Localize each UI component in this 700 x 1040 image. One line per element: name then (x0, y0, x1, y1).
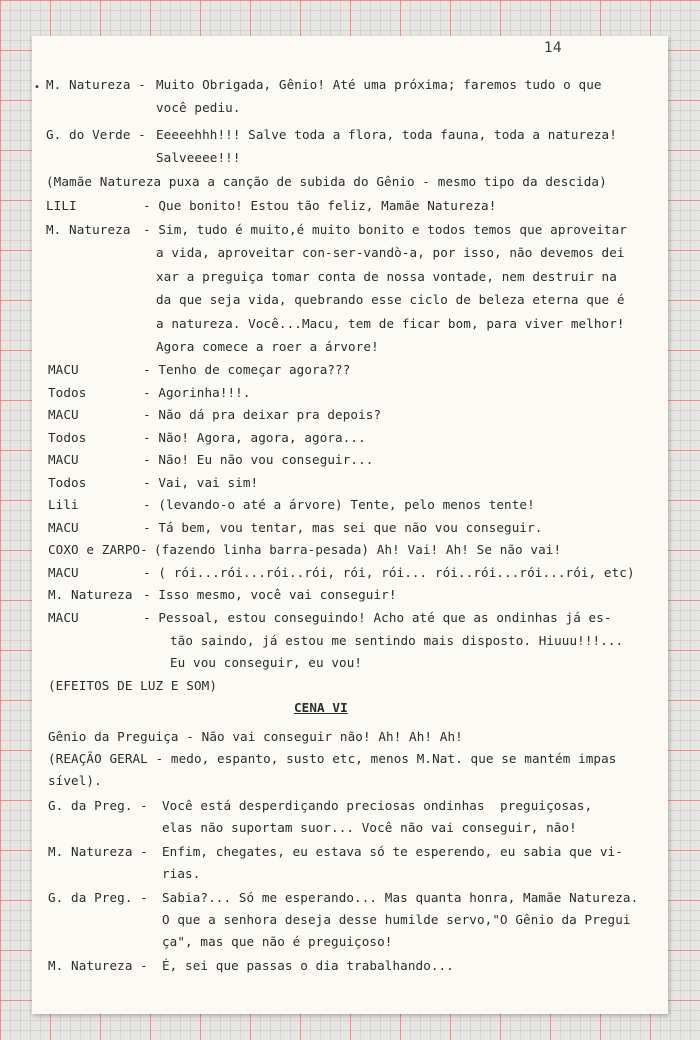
dialogue-line: - Isso mesmo, você vai conseguir! (143, 587, 397, 602)
dialogue-line: O que a senhora deseja desse humilde servo,"O Gênio da Pregui (162, 912, 631, 927)
dialogue-line: Eu vou conseguir, eu vou! (170, 655, 363, 670)
dialogue-line: a natureza. Você...Macu, tem de ficar bom, para viver melhor! (156, 316, 625, 331)
stage-direction: (REAÇÃO GERAL - medo, espanto, susto etc, menos M.Nat. que se mantém impas (48, 751, 617, 766)
dialogue-line: Agora comece a roer a árvore! (156, 339, 379, 354)
dialogue-line: ça", mas que não é preguiçoso! (162, 934, 393, 949)
speaker-label: Todos (48, 385, 87, 400)
stage-direction: (Mamãe Natureza puxa a canção de subida do Gênio - mesmo tipo da descida) (46, 174, 607, 189)
dialogue-line: - Não! Eu não vou conseguir... (143, 452, 374, 467)
dialogue-line: - ( rói...rói...rói..rói, rói, rói... rói..rói...rói...rói, etc) (143, 565, 635, 580)
dialogue-line: Salveeee!!! (156, 150, 241, 165)
speaker-label: G. da Preg. - (48, 890, 148, 905)
speaker-label: M. Natureza - (48, 958, 148, 973)
dialogue-line: - Sim, tudo é muito,é muito bonito e todos temos que aproveitar (143, 222, 627, 237)
dialogue-line: - (levando-o até a árvore) Tente, pelo menos tente! (143, 497, 535, 512)
speaker-label: M. Natureza - (46, 77, 146, 92)
speaker-label: G. da Preg. - (48, 798, 148, 813)
dialogue-line: Gênio da Preguiça - Não vai conseguir não! Ah! Ah! Ah! (48, 729, 463, 744)
speaker-label: M. Natureza (48, 587, 133, 602)
speaker-label: MACU (48, 610, 79, 625)
speaker-label: Lili (48, 497, 79, 512)
speaker-label: COXO e ZARPO- (48, 542, 148, 557)
dialogue-line: xar a preguiça tomar conta de nossa vontade, nem destruir na (156, 269, 617, 284)
dialogue-line: - Vai, vai sim! (143, 475, 259, 490)
stage-direction: sível). (48, 773, 102, 788)
page-number: 14 (544, 40, 562, 56)
speaker-label: G. do Verde - (46, 127, 146, 142)
scene-heading: CENA VI (294, 700, 348, 715)
dialogue-line: elas não suportam suor... Você não vai conseguir, não! (162, 820, 577, 835)
speaker-label: M. Natureza (46, 222, 131, 237)
speaker-label: MACU (48, 565, 79, 580)
speaker-label: LILI (46, 198, 77, 213)
dialogue-line: rias. (162, 866, 201, 881)
dialogue-line: você pediu. (156, 100, 241, 115)
stage-direction: (EFEITOS DE LUZ E SOM) (48, 678, 218, 693)
dialogue-line: Você está desperdiçando preciosas ondinhas preguiçosas, (162, 798, 593, 813)
dialogue-line: da que seja vida, quebrando esse ciclo de beleza eterna que é (156, 292, 625, 307)
dialogue-line: - Não dá pra deixar pra depois? (143, 407, 382, 422)
margin-dot: • (34, 82, 41, 93)
speaker-label: MACU (48, 520, 79, 535)
dialogue-line: a vida, aproveitar con-ser-vandò-a, por isso, não devemos dei (156, 245, 625, 260)
speaker-label: M. Natureza - (48, 844, 148, 859)
dialogue-line: Enfim, chegates, eu estava só te esperendo, eu sabia que vi- (162, 844, 623, 859)
speaker-label: Todos (48, 475, 87, 490)
dialogue-line: - Pessoal, estou conseguindo! Acho até que as ondinhas já es- (143, 610, 612, 625)
dialogue-line: Muito Obrigada, Gênio! Até uma próxima; faremos tudo o que (156, 77, 602, 92)
dialogue-line: Eeeeehhh!!! Salve toda a flora, toda fauna, toda a natureza! (156, 127, 617, 142)
speaker-label: Todos (48, 430, 87, 445)
speaker-label: MACU (48, 452, 79, 467)
dialogue-line: É, sei que passas o dia trabalhando... (162, 958, 454, 973)
typewritten-page (32, 36, 668, 1014)
dialogue-line: tão saindo, já estou me sentindo mais disposto. Hiuuu!!!... (170, 633, 624, 648)
dialogue-line: - Não! Agora, agora, agora... (143, 430, 366, 445)
dialogue-line: - Tá bem, vou tentar, mas sei que não vou conseguir. (143, 520, 543, 535)
dialogue-line: Sabia?... Só me esperando... Mas quanta honra, Mamãe Natureza. (162, 890, 639, 905)
speaker-label: MACU (48, 407, 79, 422)
dialogue-line: - Tenho de começar agora??? (143, 362, 351, 377)
dialogue-line: - Que bonito! Estou tão feliz, Mamãe Natureza! (143, 198, 497, 213)
dialogue-line: (fazendo linha barra-pesada) Ah! Vai! Ah! Se não vai! (154, 542, 562, 557)
speaker-label: MACU (48, 362, 79, 377)
dialogue-line: - Agorinha!!!. (143, 385, 251, 400)
